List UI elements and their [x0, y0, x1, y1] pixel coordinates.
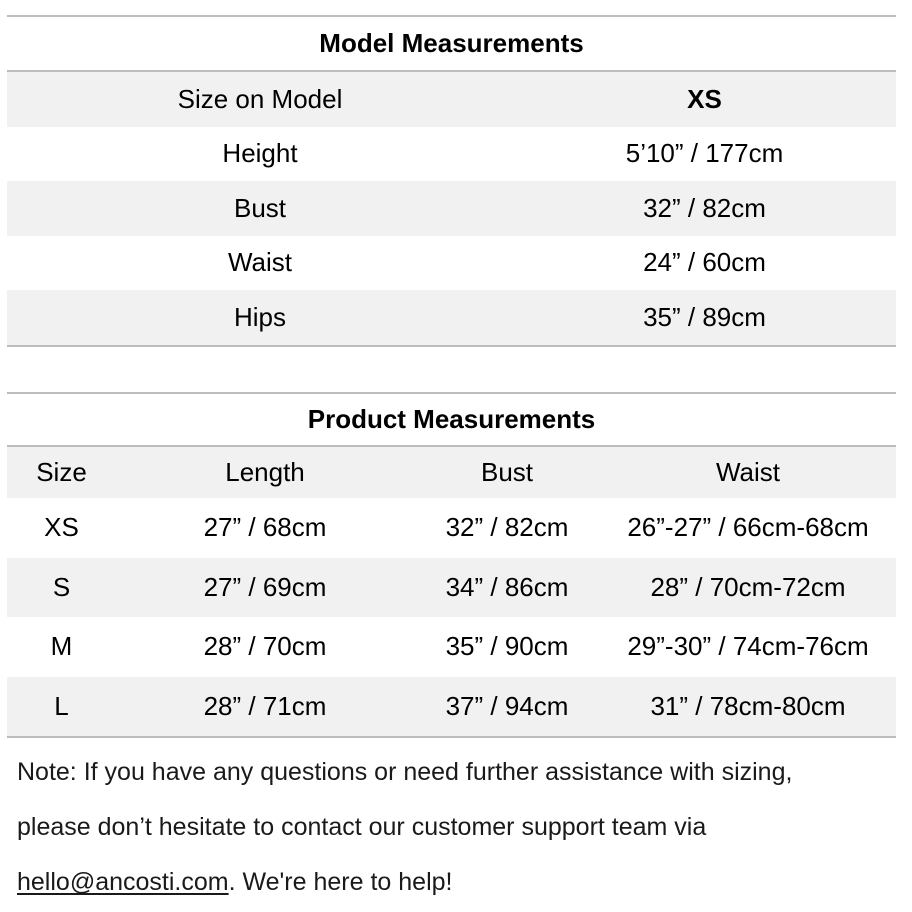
- row-value: 24” / 60cm: [643, 247, 766, 278]
- table-row: [7, 290, 896, 345]
- note-line-2: please don’t hesitate to contact our customer support team via: [17, 813, 707, 841]
- column-header-length: Length: [225, 457, 305, 487]
- length-cell: 27” / 69cm: [203, 571, 327, 602]
- column-header-row: [7, 447, 896, 498]
- bust-cell: 35” / 90cm: [445, 631, 569, 662]
- support-email-link[interactable]: hello@ancosti.com: [17, 868, 229, 896]
- row-label: Height: [222, 138, 298, 169]
- product-measurements-table: [7, 392, 896, 738]
- length-cell: 28” / 70cm: [203, 631, 327, 662]
- column-header-bust: Bust: [480, 457, 534, 487]
- length-cell: 28” / 71cm: [203, 690, 327, 721]
- row-value: 35” / 89cm: [643, 301, 766, 332]
- row-label: Size on Model: [177, 83, 343, 114]
- row-label: Waist: [227, 247, 293, 278]
- waist-cell: 29”-30” / 74cm-76cm: [627, 631, 869, 662]
- table-row: [7, 72, 896, 127]
- note-line-1: Note: If you have any questions or need further assistance with sizing,: [17, 758, 793, 786]
- note-line-3-suffix: . We're here to help!: [228, 868, 453, 896]
- table-bottom-rule: [7, 345, 896, 347]
- table-row: [7, 181, 896, 236]
- table-row: [7, 558, 896, 618]
- table-row: [7, 617, 896, 677]
- column-header-size: Size: [36, 457, 87, 487]
- row-label: Bust: [233, 192, 287, 223]
- row-value: 5’10” / 177cm: [625, 138, 784, 169]
- size-cell: XS: [44, 512, 79, 543]
- product-measurements-title: Product Measurements: [307, 404, 596, 434]
- waist-cell: 26”-27” / 66cm-68cm: [627, 512, 869, 543]
- size-cell: S: [52, 571, 71, 602]
- waist-cell: 28” / 70cm-72cm: [650, 571, 846, 602]
- model-measurements-table: [7, 15, 896, 347]
- row-value: 32” / 82cm: [643, 192, 766, 223]
- table-row: [7, 498, 896, 558]
- table-row: [7, 236, 896, 291]
- note-line-3: [17, 855, 897, 910]
- bust-cell: 34” / 86cm: [445, 571, 569, 602]
- size-cell: M: [50, 631, 73, 662]
- sizing-note: [17, 745, 897, 910]
- size-cell: L: [54, 690, 69, 721]
- waist-cell: 31” / 78cm-80cm: [650, 690, 846, 721]
- table-bottom-rule: [7, 736, 896, 738]
- length-cell: 27” / 68cm: [203, 512, 327, 543]
- model-measurements-title: Model Measurements: [319, 28, 584, 58]
- table-row: [7, 127, 896, 182]
- column-header-waist: Waist: [715, 457, 781, 487]
- row-label: Hips: [233, 301, 286, 332]
- table-row: [7, 677, 896, 737]
- bust-cell: 37” / 94cm: [445, 690, 569, 721]
- row-value: XS: [687, 83, 722, 114]
- bust-cell: 32” / 82cm: [445, 512, 569, 543]
